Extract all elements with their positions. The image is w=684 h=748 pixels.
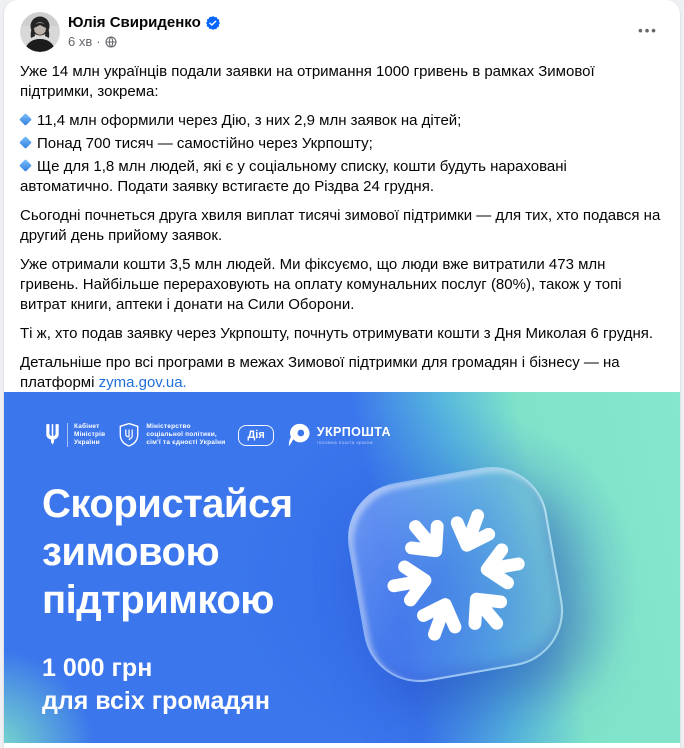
post-header [4,0,680,58]
post-image-winter-support-banner[interactable] [4,392,680,743]
avatar-portrait [20,12,60,52]
post-text [4,58,680,393]
blue-diamond-bullet-icon [19,113,32,126]
post-paragraph: Сьогодні почнеться друга хвиля виплат тисячі зимової підтримки — для тих, хто подався на другий день прийому заявок. [20,207,661,244]
post-paragraph: Уже отримали кошти 3,5 млн людей. Ми фіксуємо, що люди вже витратили 473 млн гривень. Найбільше перераховують на оплату комунальних послуг (80%), також у топі витрат книги, аптеки і донати на Сили Оборони. [20,256,622,313]
ukrposhta-logo: УКРПОШТА головна пошта країни [287,422,391,448]
post-paragraph: Ті ж, хто подав заявку через Укрпошту, почнуть отримувати кошти з Дня Миколая 6 грудня. [20,325,654,342]
globe-privacy-icon [105,36,117,48]
ukrposhta-pin-icon [287,422,311,448]
blue-diamond-bullet-icon [19,159,32,172]
post-bullet-item: Ще для 1,8 млн людей, які є у соціальному списку, кошти будуть нараховані автоматично. Подати заявку встигаєте до Різдва 24 грудня. [20,158,567,195]
banner-headline: Скористайся зимовою підтримкою [42,482,293,622]
avatar[interactable] [20,12,60,52]
diia-logo: Дія [238,425,273,446]
post-paragraph: Уже 14 млн українців подали заявки на отримання 1000 гривень в рамках Зимової підтримки, зокрема: [20,63,595,100]
cabinet-of-ministers-logo: Кабінет Міністрів України [44,423,105,447]
post-bullet-item: 11,4 млн оформили через Дію, з них 2,9 млн заявок на дітей; [20,111,664,131]
zyma-gov-ua-link[interactable]: zyma.gov.ua. [98,374,187,391]
trident-icon [44,423,61,447]
post-bullet-item: Понад 700 тисяч — самостійно через Укрпошту; [20,134,664,154]
glass-app-tile [339,458,572,691]
banner-logos-row [44,422,391,448]
post-options-button[interactable]: ••• [638,22,658,38]
shield-trident-icon [118,422,140,448]
ministry-social-policy-logo: Міністерство соціальної політики, сім'ї та єдності України [118,422,225,448]
banner-amount-text: 1 000 грн для всіх громадян [42,654,270,715]
verified-badge-icon [206,16,220,30]
snowflake-arrows-icon [370,489,541,660]
facebook-post-card [4,0,680,748]
author-name[interactable]: Юлія Свириденко [68,14,201,31]
post-paragraph: Детальніше про всі програми в межах Зимової підтримки для громадян і бізнесу — на платформі zyma.gov.ua. [20,354,620,391]
logo-divider [67,423,68,447]
blue-diamond-bullet-icon [19,136,32,149]
post-timestamp[interactable]: 6 хв [68,34,93,49]
meta-separator: · [96,34,101,49]
card-bottom-strip [4,743,680,748]
